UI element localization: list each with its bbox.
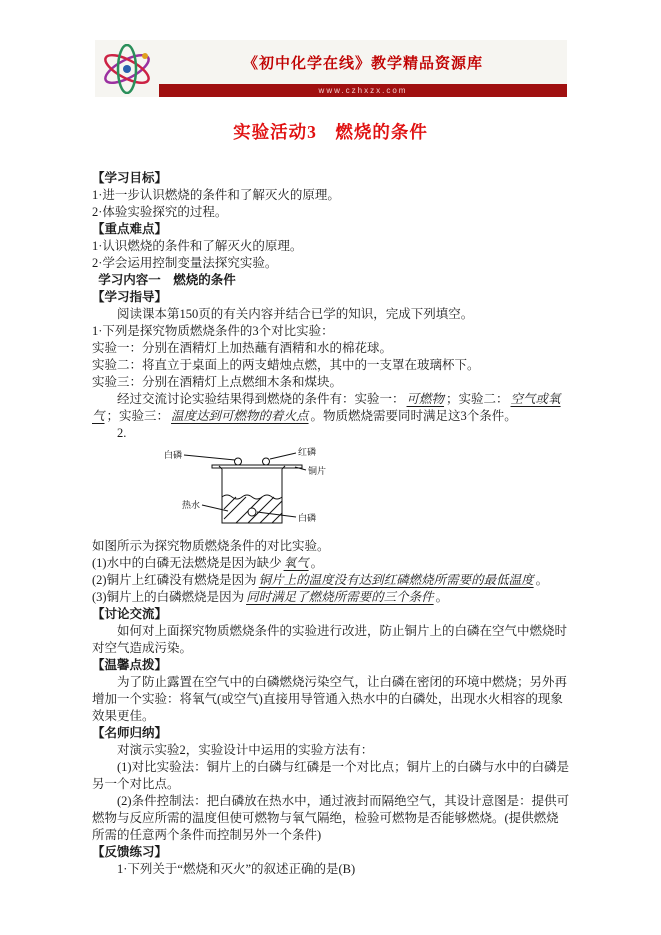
label-white-phosphorus-top: 白磷 [164,450,183,460]
label-white-phosphorus-bottom: 白磷 [298,513,317,523]
lesson-content-heading [92,272,570,289]
paragraph [92,391,570,425]
text-run: 【反馈练习】 [92,845,168,859]
text-run: ；实验二： [446,392,509,406]
experiment-diagram [150,445,360,530]
text-run: 实验一：分别在酒精灯上加热蘸有酒精和水的棉花球。 [92,341,393,355]
paragraph [92,623,570,657]
text-run: 1·下列关于“燃烧和灭火”的叙述正确的是(B) [117,862,356,876]
text-run: ；实验三： [106,409,170,423]
text-run: 1·认识燃烧的条件和了解灭火的原理。 [92,239,303,253]
text-run: 实验三：分别在酒精灯上点燃细木条和煤块。 [92,375,343,389]
text-run: 。 [435,590,449,604]
paragraph [92,238,570,255]
text-run: 【学习指导】 [92,290,168,304]
section-heading-feedback-exercise [92,844,570,861]
text-run: 。物质燃烧需要同时满足这3个条件。 [310,409,517,423]
paragraph [92,425,570,442]
text-run: 2·学会运用控制变量法探究实验。 [92,256,278,270]
red-phosphorus-on-sheet [263,458,270,465]
document-title: 实验活动3 燃烧的条件 [233,122,428,142]
text-run: 【名师归纳】 [92,726,168,740]
paragraph [92,759,570,793]
text-run: 2. [117,426,127,440]
paragraph [92,572,570,589]
section-heading-learning-goals [92,170,570,187]
text-run: 为了防止露置在空气中的白磷燃烧污染空气，让白磷在密闭的环境中燃烧；另外再增加一个实验：将氧气(或空气)直接用导管通入热水中的白磷处，出现水火相容的现象效果更佳。 [92,675,568,723]
text-run: 1·下列是探究物质燃烧条件的3个对比实验： [92,324,334,338]
section-heading-study-guide [92,289,570,306]
text-run: 如何对上面探究物质燃烧条件的实验进行改进，防止铜片上的白磷在空气中燃烧时对空气造成污染。 [92,624,568,655]
atom-orbits-icon [99,44,155,94]
paragraph [92,374,570,391]
section-heading-teacher-summary [92,725,570,742]
document-body-top [92,170,570,442]
paragraph [92,742,570,759]
text-run: 。 [310,556,324,570]
section-heading-discussion [92,606,570,623]
text-run: 1·进一步认识燃烧的条件和了解灭火的原理。 [92,188,340,202]
text-run: 如图所示为探究物质燃烧条件的对比实验。 [92,539,330,553]
paragraph [92,323,570,340]
text-run: 【温馨点拨】 [92,658,168,672]
text-run: (2)铜片上红磷没有燃烧是因为 [92,573,257,587]
paragraph [92,589,570,606]
paragraph [92,861,570,878]
paragraph [92,793,570,844]
text-run: 学习内容一 燃烧的条件 [98,273,236,287]
section-heading-key-points [92,221,570,238]
text-run: 【重点难点】 [92,222,168,236]
blank-answer: 可燃物 [406,392,445,406]
text-run: (2)条件控制法：把白磷放在热水中，通过液封而隔绝空气，其设计意图是：提供可燃物与反应所需的温度但使可燃物与氧气隔绝，检验可燃物是否能够燃烧。(提供燃烧所需的任意两个条件而控制另外一个条件) [92,794,570,842]
text-run: 【讨论交流】 [92,607,168,621]
label-red-phosphorus: 红磷 [298,447,317,457]
white-phosphorus-in-water [248,508,256,516]
copper-sheet-shape [212,465,302,468]
white-phosphorus-on-sheet [235,458,242,465]
label-hot-water: 热水 [182,500,201,510]
paragraph [92,538,570,555]
text-run: 。 [535,573,549,587]
text-run: 对演示实验2，实验设计中运用的实验方法有： [117,743,374,757]
paragraph [92,187,570,204]
text-run: 实验二：将直立于桌面上的两支蜡烛点燃，其中的一支罩在玻璃杯下。 [92,358,480,372]
blank-answer: 同时满足了燃烧所需要的三个条件 [246,590,434,604]
banner-text-area [159,40,567,97]
site-url[interactable]: www.czhxzx.com [159,84,567,97]
site-title: 《初中化学在线》教学精品资源库 [242,55,483,72]
label-copper-sheet: 铜片 [308,466,327,476]
blank-answer: 铜片上的温度没有达到红磷燃烧所需要的最低温度 [258,573,534,587]
paragraph [92,306,570,323]
text-run: 经过交流讨论实验结果得到燃烧的条件有：实验一： [117,392,405,406]
text-run: 阅读课本第150页的有关内容并结合已学的知识，完成下列填空。 [117,307,474,321]
blank-answer: 温度达到可燃物的着火点 [171,409,309,423]
blank-answer: 氧气 [283,556,309,570]
site-logo [95,40,159,97]
paragraph [92,340,570,357]
paragraph [92,674,570,725]
text-run: (3)铜片上的白磷燃烧是因为 [92,590,245,604]
document-body-bottom [92,538,570,878]
paragraph [92,357,570,374]
section-heading-tips [92,657,570,674]
text-run: (1)水中的白磷无法燃烧是因为缺少 [92,556,282,570]
paragraph [92,255,570,272]
text-run: 2·体验实验探究的过程。 [92,205,228,219]
blank-answer: 空气或氧气 [92,392,561,423]
paragraph [92,204,570,221]
text-run: 【学习目标】 [92,171,168,185]
site-banner [95,40,567,97]
combustion-experiment-figure [150,445,360,535]
text-run: (1)对比实验法：铜片上的白磷与红磷是一个对比点；铜片上的白磷与水中的白磷是另一个对比点。 [92,760,570,791]
paragraph [92,555,570,572]
